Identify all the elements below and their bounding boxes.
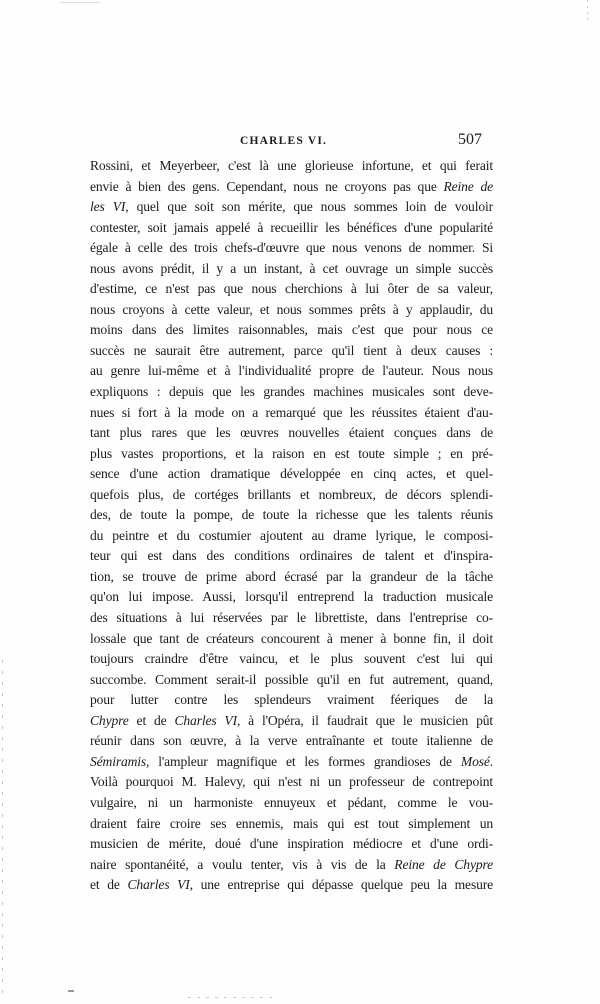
page-edge-mark	[68, 990, 74, 992]
text-line: vulgaire, ni un harmoniste ennuyeux et pédant, comme le vou-	[90, 794, 493, 810]
text-line: succombe. Comment serait-il possible qu'il en fut autrement, quand,	[90, 671, 493, 687]
text-line: quefois plus, de cortéges brillants et nombreux, de décors splendi-	[90, 486, 493, 502]
page-edge-mark	[2, 660, 3, 1000]
text-line: naire spontanéité, a voulu tenter, vis à vis de la Reine de Chypre	[90, 856, 493, 872]
text-line: lossale que tant de créateurs concourent à mener à bonne fin, il doit	[90, 630, 493, 646]
text-line: réunir dans son œuvre, à la verve entraînante et toute italienne de	[90, 733, 493, 749]
text-line: nous avons prédit, il y a un instant, à cet ouvrage un simple succès	[90, 260, 493, 276]
text-line: musicien de mérite, doué d'une inspiration médiocre et d'une ordi-	[90, 836, 493, 852]
page-number: 507	[458, 131, 482, 148]
text-line: envie à bien des gens. Cependant, nous ne croyons pas que Reine de	[90, 178, 493, 194]
text-line: succès ne saurait être autrement, parce qu'il tient à deux causes :	[90, 342, 493, 358]
page-edge-mark	[188, 997, 278, 998]
text-line: plus vastes proportions, et la raison en est toute simple ; en pré-	[90, 445, 493, 461]
text-line: d'estime, ce n'est pas que nous cherchions à lui ôter de sa valeur,	[90, 281, 493, 297]
text-line: au genre lui-même et à l'individualité propre de l'auteur. Nous nous	[90, 363, 493, 379]
text-line: Chypre et de Charles VI, à l'Opéra, il faudrait que le musicien pût	[90, 712, 494, 728]
text-line: et de Charles VI, une entreprise qui dépasse quelque peu la mesure	[90, 877, 493, 893]
text-line: contester, soit jamais appelé à recueillir les bénéfices d'une popularité	[90, 219, 493, 235]
page-edge-mark	[587, 0, 588, 20]
text-line: teur qui est dans des conditions ordinaires de talent et d'inspira-	[90, 548, 493, 564]
text-line: tant plus rares que les œuvres nouvelles étaient conçues dans de	[90, 425, 493, 441]
text-line: égale à celle des trois chefs-d'œuvre que nous venons de nommer. Si	[90, 240, 493, 256]
text-line: qu'on lui impose. Aussi, lorsqu'il entreprend la traduction musicale	[90, 589, 493, 605]
page-edge-mark	[60, 2, 100, 3]
text-line: nous croyons à cette valeur, et nous sommes prêts à y applaudir, du	[90, 301, 493, 317]
body-text	[90, 156, 493, 896]
text-line: nues si fort à la mode on a remarqué que les réussites étaient d'au-	[90, 404, 493, 420]
running-title: CHARLES VI.	[240, 135, 328, 147]
text-line: du peintre et du costumier ajoutent au drame lyrique, le composi-	[90, 527, 493, 543]
text-line: moins dans des limites raisonnables, mais c'est que pour nous ce	[90, 322, 493, 338]
text-line: des situations à lui réservées par le librettiste, dans l'entreprise co-	[90, 610, 493, 626]
text-line: expliquons : depuis que les grandes machines musicales sont deve-	[90, 384, 493, 400]
text-line: Rossini, et Meyerbeer, c'est là une glorieuse infortune, et qui ferait	[90, 158, 493, 173]
running-header	[90, 132, 592, 152]
text-line: sence d'une action dramatique développée en cinq actes, et quel-	[90, 466, 493, 482]
text-line: pour lutter contre les splendeurs vraiment féeriques de la	[90, 692, 493, 708]
text-line: des, de toute la pompe, de toute la richesse que les talents réunis	[90, 507, 493, 523]
text-line: toujours craindre d'être vaincu, et le plus souvent c'est lui qui	[90, 651, 493, 667]
text-line: draient faire croire ses ennemis, mais qui est tout simplement un	[90, 815, 493, 831]
text-line: Sémiramis, l'ampleur magnifique et les formes grandioses de Mosé.	[90, 753, 493, 769]
text-line: les VI, quel que soit son mérite, que nous sommes loin de vouloir	[90, 199, 493, 215]
text-line: tion, se trouve de prime abord écrasé par la grandeur de la tâche	[90, 568, 493, 584]
text-line: Voilà pourquoi M. Halevy, qui n'est ni un professeur de contrepoint	[90, 774, 493, 790]
